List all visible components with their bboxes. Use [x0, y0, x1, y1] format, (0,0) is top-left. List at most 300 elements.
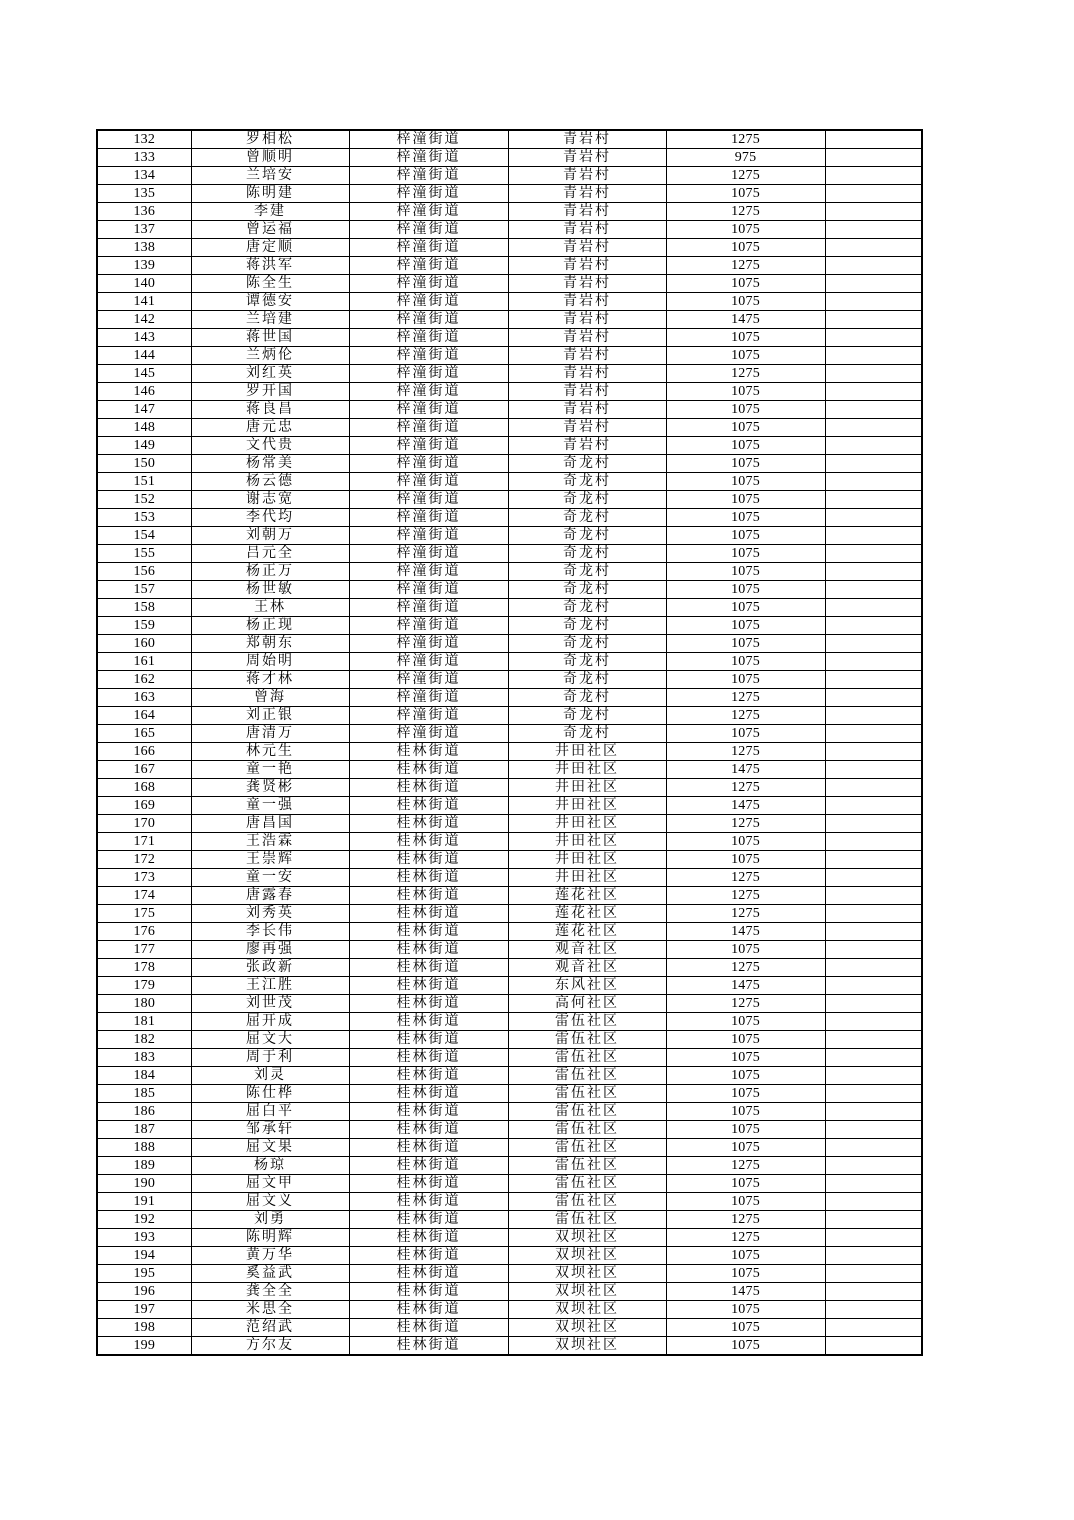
amount-cell: 1075: [666, 1337, 825, 1356]
amount-cell: 1075: [666, 509, 825, 527]
community-cell: 奇龙村: [508, 671, 666, 689]
subdistrict-cell: 梓潼街道: [349, 347, 508, 365]
table-row: [97, 761, 922, 779]
name-cell: 童一艳: [191, 761, 349, 779]
subdistrict-cell: 桂林街道: [349, 1013, 508, 1031]
subdistrict-cell: 梓潼街道: [349, 563, 508, 581]
community-cell: 奇龙村: [508, 509, 666, 527]
remark-cell: [825, 635, 922, 653]
subdistrict-cell: 梓潼街道: [349, 671, 508, 689]
table-row: [97, 851, 922, 869]
amount-cell: 1275: [666, 167, 825, 185]
community-cell: 奇龙村: [508, 707, 666, 725]
table-row: [97, 635, 922, 653]
community-cell: 雷伍社区: [508, 1139, 666, 1157]
name-cell: 陈明辉: [191, 1229, 349, 1247]
remark-cell: [825, 347, 922, 365]
community-cell: 双坝社区: [508, 1229, 666, 1247]
table-row: [97, 1121, 922, 1139]
community-cell: 奇龙村: [508, 689, 666, 707]
remark-cell: [825, 419, 922, 437]
subdistrict-cell: 梓潼街道: [349, 401, 508, 419]
amount-cell: 1275: [666, 995, 825, 1013]
table-row: [97, 725, 922, 743]
subdistrict-cell: 梓潼街道: [349, 329, 508, 347]
name-cell: 屈文果: [191, 1139, 349, 1157]
subdistrict-cell: 桂林街道: [349, 959, 508, 977]
community-cell: 雷伍社区: [508, 1013, 666, 1031]
remark-cell: [825, 797, 922, 815]
subdistrict-cell: 桂林街道: [349, 1301, 508, 1319]
community-cell: 双坝社区: [508, 1265, 666, 1283]
name-cell: 林元生: [191, 743, 349, 761]
remark-cell: [825, 473, 922, 491]
community-cell: 青岩村: [508, 130, 666, 149]
table-row: [97, 401, 922, 419]
row-number-cell: 144: [97, 347, 191, 365]
table-row: [97, 473, 922, 491]
amount-cell: 1075: [666, 401, 825, 419]
table-row: [97, 995, 922, 1013]
remark-cell: [825, 130, 922, 149]
name-cell: 屈文大: [191, 1031, 349, 1049]
table-row: [97, 887, 922, 905]
remark-cell: [825, 1337, 922, 1356]
community-cell: 青岩村: [508, 149, 666, 167]
remark-cell: [825, 1229, 922, 1247]
table-body: [97, 130, 922, 1355]
amount-cell: 1275: [666, 1157, 825, 1175]
community-cell: 井田社区: [508, 851, 666, 869]
amount-cell: 1075: [666, 1319, 825, 1337]
table-row: [97, 1247, 922, 1265]
amount-cell: 1075: [666, 581, 825, 599]
name-cell: 童一安: [191, 869, 349, 887]
subdistrict-cell: 梓潼街道: [349, 311, 508, 329]
subdistrict-cell: 桂林街道: [349, 905, 508, 923]
community-cell: 井田社区: [508, 779, 666, 797]
table-row: [97, 1157, 922, 1175]
remark-cell: [825, 221, 922, 239]
remark-cell: [825, 599, 922, 617]
community-cell: 奇龙村: [508, 563, 666, 581]
row-number-cell: 182: [97, 1031, 191, 1049]
row-number-cell: 192: [97, 1211, 191, 1229]
name-cell: 周始明: [191, 653, 349, 671]
remark-cell: [825, 563, 922, 581]
table-row: [97, 671, 922, 689]
subdistrict-cell: 桂林街道: [349, 815, 508, 833]
row-number-cell: 187: [97, 1121, 191, 1139]
amount-cell: 975: [666, 149, 825, 167]
row-number-cell: 188: [97, 1139, 191, 1157]
amount-cell: 1075: [666, 833, 825, 851]
subdistrict-cell: 桂林街道: [349, 1121, 508, 1139]
subdistrict-cell: 梓潼街道: [349, 130, 508, 149]
subdistrict-cell: 桂林街道: [349, 1319, 508, 1337]
remark-cell: [825, 995, 922, 1013]
remark-cell: [825, 1085, 922, 1103]
table-row: [97, 347, 922, 365]
row-number-cell: 146: [97, 383, 191, 401]
community-cell: 青岩村: [508, 239, 666, 257]
name-cell: 屈文义: [191, 1193, 349, 1211]
table-row: [97, 977, 922, 995]
name-cell: 郑朝东: [191, 635, 349, 653]
subdistrict-cell: 梓潼街道: [349, 491, 508, 509]
amount-cell: 1275: [666, 905, 825, 923]
remark-cell: [825, 1175, 922, 1193]
table-row: [97, 1085, 922, 1103]
amount-cell: 1275: [666, 1211, 825, 1229]
community-cell: 奇龙村: [508, 599, 666, 617]
table-row: [97, 707, 922, 725]
subdistrict-cell: 桂林街道: [349, 1175, 508, 1193]
table-row: [97, 419, 922, 437]
remark-cell: [825, 257, 922, 275]
table-row: [97, 455, 922, 473]
remark-cell: [825, 689, 922, 707]
row-number-cell: 184: [97, 1067, 191, 1085]
remark-cell: [825, 383, 922, 401]
row-number-cell: 159: [97, 617, 191, 635]
table-row: [97, 941, 922, 959]
table-row: [97, 365, 922, 383]
table-row: [97, 1211, 922, 1229]
row-number-cell: 169: [97, 797, 191, 815]
remark-cell: [825, 293, 922, 311]
amount-cell: 1075: [666, 239, 825, 257]
subdistrict-cell: 梓潼街道: [349, 473, 508, 491]
remark-cell: [825, 707, 922, 725]
amount-cell: 1275: [666, 887, 825, 905]
table-row: [97, 257, 922, 275]
amount-cell: 1275: [666, 130, 825, 149]
community-cell: 双坝社区: [508, 1283, 666, 1301]
remark-cell: [825, 167, 922, 185]
remark-cell: [825, 1301, 922, 1319]
amount-cell: 1075: [666, 473, 825, 491]
row-number-cell: 166: [97, 743, 191, 761]
community-cell: 奇龙村: [508, 473, 666, 491]
amount-cell: 1075: [666, 437, 825, 455]
community-cell: 奇龙村: [508, 725, 666, 743]
name-cell: 蒋洪军: [191, 257, 349, 275]
amount-cell: 1475: [666, 311, 825, 329]
name-cell: 蒋良昌: [191, 401, 349, 419]
row-number-cell: 161: [97, 653, 191, 671]
name-cell: 唐清万: [191, 725, 349, 743]
row-number-cell: 136: [97, 203, 191, 221]
table-row: [97, 527, 922, 545]
community-cell: 青岩村: [508, 347, 666, 365]
subdistrict-cell: 梓潼街道: [349, 527, 508, 545]
table-row: [97, 221, 922, 239]
subdistrict-cell: 桂林街道: [349, 1193, 508, 1211]
amount-cell: 1275: [666, 869, 825, 887]
amount-cell: 1075: [666, 1085, 825, 1103]
remark-cell: [825, 1139, 922, 1157]
name-cell: 黄万华: [191, 1247, 349, 1265]
amount-cell: 1475: [666, 977, 825, 995]
name-cell: 杨正万: [191, 563, 349, 581]
name-cell: 曾顺明: [191, 149, 349, 167]
remark-cell: [825, 869, 922, 887]
community-cell: 奇龙村: [508, 635, 666, 653]
community-cell: 青岩村: [508, 437, 666, 455]
community-cell: 青岩村: [508, 311, 666, 329]
subdistrict-cell: 梓潼街道: [349, 293, 508, 311]
community-cell: 奇龙村: [508, 527, 666, 545]
community-cell: 奇龙村: [508, 617, 666, 635]
subdistrict-cell: 梓潼街道: [349, 653, 508, 671]
amount-cell: 1075: [666, 221, 825, 239]
remark-cell: [825, 1157, 922, 1175]
subdistrict-cell: 桂林街道: [349, 1157, 508, 1175]
data-table: [96, 129, 923, 1356]
table-row: [97, 239, 922, 257]
community-cell: 雷伍社区: [508, 1031, 666, 1049]
subdistrict-cell: 梓潼街道: [349, 275, 508, 293]
subdistrict-cell: 梓潼街道: [349, 635, 508, 653]
community-cell: 青岩村: [508, 401, 666, 419]
community-cell: 奇龙村: [508, 455, 666, 473]
table-row: [97, 599, 922, 617]
subdistrict-cell: 桂林街道: [349, 1139, 508, 1157]
amount-cell: 1275: [666, 365, 825, 383]
name-cell: 陈全生: [191, 275, 349, 293]
remark-cell: [825, 581, 922, 599]
amount-cell: 1075: [666, 635, 825, 653]
row-number-cell: 139: [97, 257, 191, 275]
remark-cell: [825, 329, 922, 347]
table-row: [97, 509, 922, 527]
community-cell: 奇龙村: [508, 653, 666, 671]
remark-cell: [825, 1319, 922, 1337]
remark-cell: [825, 1283, 922, 1301]
table-row: [97, 1193, 922, 1211]
name-cell: 周于利: [191, 1049, 349, 1067]
table-row: [97, 329, 922, 347]
remark-cell: [825, 365, 922, 383]
community-cell: 观音社区: [508, 959, 666, 977]
row-number-cell: 134: [97, 167, 191, 185]
row-number-cell: 153: [97, 509, 191, 527]
row-number-cell: 176: [97, 923, 191, 941]
row-number-cell: 186: [97, 1103, 191, 1121]
row-number-cell: 174: [97, 887, 191, 905]
row-number-cell: 195: [97, 1265, 191, 1283]
amount-cell: 1075: [666, 527, 825, 545]
subdistrict-cell: 桂林街道: [349, 1265, 508, 1283]
name-cell: 罗相松: [191, 130, 349, 149]
amount-cell: 1075: [666, 275, 825, 293]
remark-cell: [825, 779, 922, 797]
table-row: [97, 203, 922, 221]
subdistrict-cell: 桂林街道: [349, 833, 508, 851]
row-number-cell: 143: [97, 329, 191, 347]
name-cell: 刘世茂: [191, 995, 349, 1013]
row-number-cell: 196: [97, 1283, 191, 1301]
row-number-cell: 175: [97, 905, 191, 923]
community-cell: 雷伍社区: [508, 1121, 666, 1139]
row-number-cell: 145: [97, 365, 191, 383]
row-number-cell: 160: [97, 635, 191, 653]
name-cell: 唐昌国: [191, 815, 349, 833]
row-number-cell: 150: [97, 455, 191, 473]
subdistrict-cell: 梓潼街道: [349, 257, 508, 275]
subdistrict-cell: 桂林街道: [349, 887, 508, 905]
community-cell: 雷伍社区: [508, 1085, 666, 1103]
table-row: [97, 149, 922, 167]
remark-cell: [825, 1013, 922, 1031]
remark-cell: [825, 509, 922, 527]
row-number-cell: 152: [97, 491, 191, 509]
name-cell: 方尔友: [191, 1337, 349, 1356]
community-cell: 青岩村: [508, 365, 666, 383]
table-row: [97, 383, 922, 401]
name-cell: 刘红英: [191, 365, 349, 383]
subdistrict-cell: 梓潼街道: [349, 617, 508, 635]
community-cell: 青岩村: [508, 293, 666, 311]
row-number-cell: 178: [97, 959, 191, 977]
row-number-cell: 193: [97, 1229, 191, 1247]
table-row: [97, 689, 922, 707]
remark-cell: [825, 815, 922, 833]
amount-cell: 1075: [666, 455, 825, 473]
table-row: [97, 1139, 922, 1157]
community-cell: 青岩村: [508, 203, 666, 221]
name-cell: 刘灵: [191, 1067, 349, 1085]
row-number-cell: 164: [97, 707, 191, 725]
table-row: [97, 779, 922, 797]
name-cell: 王浩霖: [191, 833, 349, 851]
name-cell: 米思全: [191, 1301, 349, 1319]
subdistrict-cell: 桂林街道: [349, 1067, 508, 1085]
name-cell: 刘勇: [191, 1211, 349, 1229]
subdistrict-cell: 梓潼街道: [349, 239, 508, 257]
remark-cell: [825, 959, 922, 977]
subdistrict-cell: 桂林街道: [349, 1337, 508, 1356]
remark-cell: [825, 653, 922, 671]
subdistrict-cell: 梓潼街道: [349, 509, 508, 527]
amount-cell: 1075: [666, 1067, 825, 1085]
community-cell: 井田社区: [508, 869, 666, 887]
amount-cell: 1475: [666, 1283, 825, 1301]
name-cell: 杨世敏: [191, 581, 349, 599]
remark-cell: [825, 1121, 922, 1139]
remark-cell: [825, 1247, 922, 1265]
community-cell: 井田社区: [508, 833, 666, 851]
subdistrict-cell: 梓潼街道: [349, 581, 508, 599]
table-row: [97, 1337, 922, 1356]
remark-cell: [825, 1103, 922, 1121]
name-cell: 罗开国: [191, 383, 349, 401]
table-row: [97, 437, 922, 455]
subdistrict-cell: 桂林街道: [349, 1211, 508, 1229]
amount-cell: 1075: [666, 1265, 825, 1283]
table-row: [97, 1301, 922, 1319]
row-number-cell: 151: [97, 473, 191, 491]
table-row: [97, 959, 922, 977]
community-cell: 青岩村: [508, 185, 666, 203]
row-number-cell: 171: [97, 833, 191, 851]
row-number-cell: 158: [97, 599, 191, 617]
amount-cell: 1075: [666, 329, 825, 347]
remark-cell: [825, 1265, 922, 1283]
remark-cell: [825, 833, 922, 851]
remark-cell: [825, 527, 922, 545]
row-number-cell: 197: [97, 1301, 191, 1319]
table-row: [97, 815, 922, 833]
remark-cell: [825, 455, 922, 473]
community-cell: 雷伍社区: [508, 1157, 666, 1175]
row-number-cell: 194: [97, 1247, 191, 1265]
table-row: [97, 563, 922, 581]
name-cell: 杨云德: [191, 473, 349, 491]
amount-cell: 1475: [666, 797, 825, 815]
table-row: [97, 581, 922, 599]
row-number-cell: 156: [97, 563, 191, 581]
amount-cell: 1275: [666, 779, 825, 797]
name-cell: 唐元忠: [191, 419, 349, 437]
table-row: [97, 130, 922, 149]
remark-cell: [825, 1211, 922, 1229]
community-cell: 观音社区: [508, 941, 666, 959]
name-cell: 刘正银: [191, 707, 349, 725]
amount-cell: 1075: [666, 725, 825, 743]
community-cell: 高何社区: [508, 995, 666, 1013]
row-number-cell: 137: [97, 221, 191, 239]
remark-cell: [825, 905, 922, 923]
table-row: [97, 923, 922, 941]
amount-cell: 1475: [666, 761, 825, 779]
table-row: [97, 1283, 922, 1301]
name-cell: 蒋世国: [191, 329, 349, 347]
remark-cell: [825, 1031, 922, 1049]
subdistrict-cell: 桂林街道: [349, 869, 508, 887]
amount-cell: 1075: [666, 599, 825, 617]
remark-cell: [825, 941, 922, 959]
community-cell: 青岩村: [508, 419, 666, 437]
row-number-cell: 189: [97, 1157, 191, 1175]
amount-cell: 1275: [666, 815, 825, 833]
amount-cell: 1275: [666, 959, 825, 977]
name-cell: 龚贤彬: [191, 779, 349, 797]
amount-cell: 1075: [666, 545, 825, 563]
amount-cell: 1075: [666, 347, 825, 365]
subdistrict-cell: 梓潼街道: [349, 455, 508, 473]
remark-cell: [825, 401, 922, 419]
community-cell: 双坝社区: [508, 1301, 666, 1319]
row-number-cell: 185: [97, 1085, 191, 1103]
community-cell: 青岩村: [508, 257, 666, 275]
table-row: [97, 491, 922, 509]
remark-cell: [825, 671, 922, 689]
remark-cell: [825, 1067, 922, 1085]
table-row: [97, 797, 922, 815]
remark-cell: [825, 275, 922, 293]
name-cell: 王江胜: [191, 977, 349, 995]
row-number-cell: 132: [97, 130, 191, 149]
name-cell: 邹承轩: [191, 1121, 349, 1139]
subdistrict-cell: 梓潼街道: [349, 419, 508, 437]
name-cell: 唐露春: [191, 887, 349, 905]
amount-cell: 1275: [666, 743, 825, 761]
name-cell: 屈开成: [191, 1013, 349, 1031]
community-cell: 奇龙村: [508, 545, 666, 563]
subdistrict-cell: 桂林街道: [349, 779, 508, 797]
